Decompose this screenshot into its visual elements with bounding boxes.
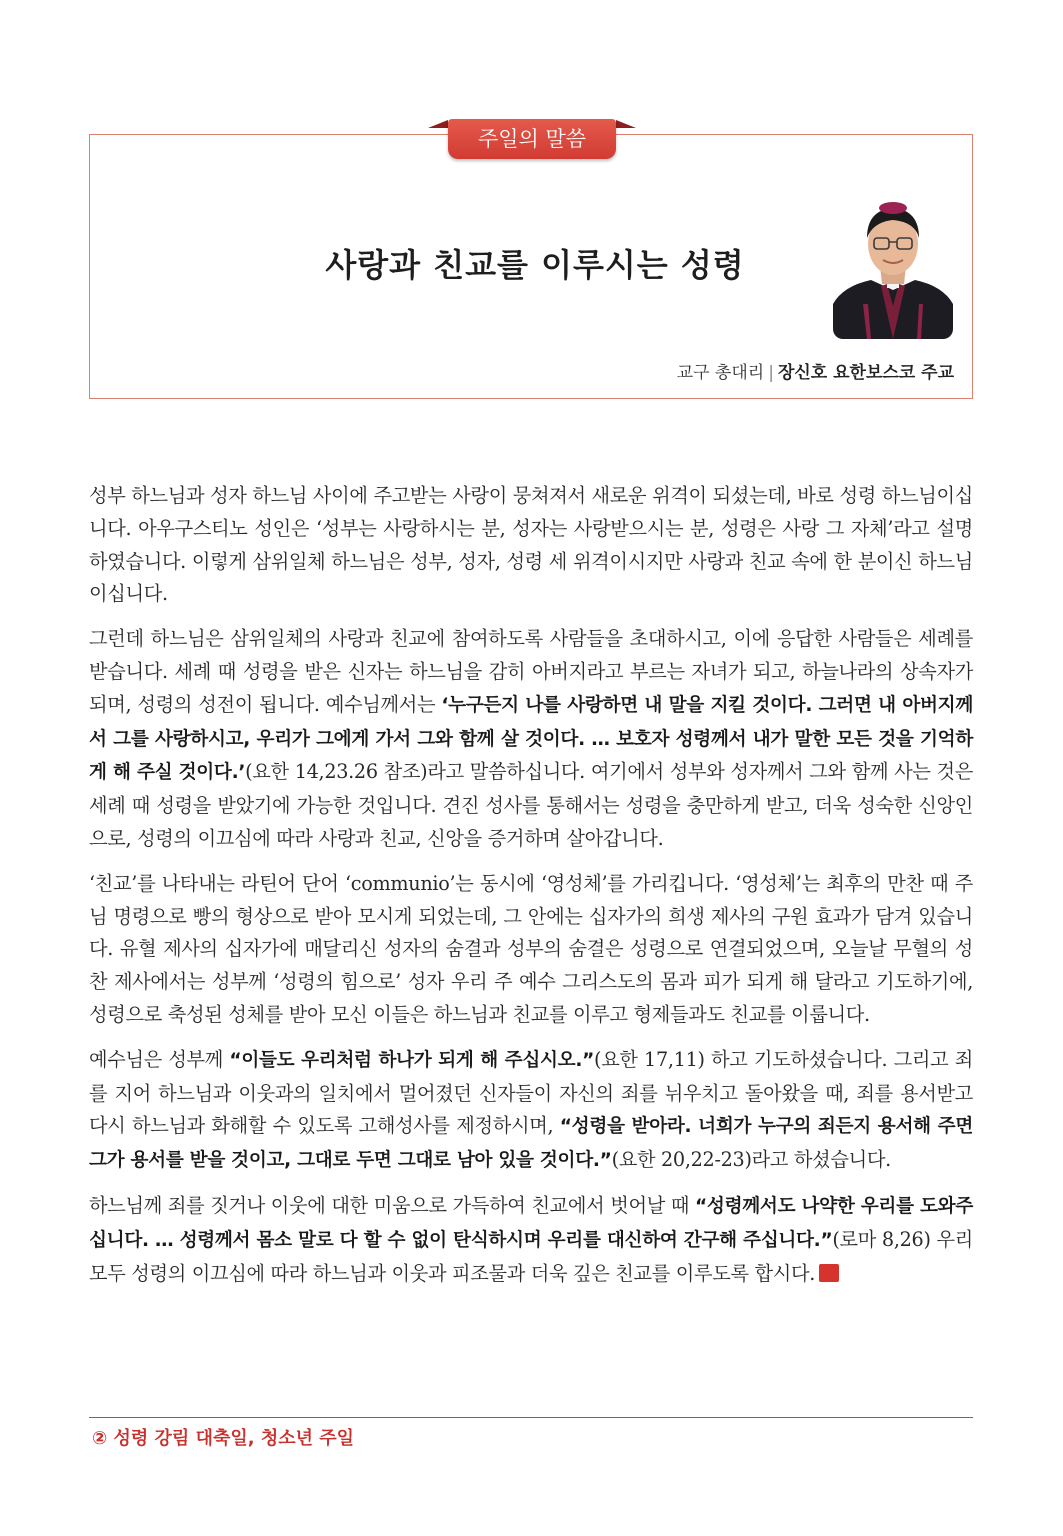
paragraph-1: 성부 하느님과 성자 하느님 사이에 주고받는 사랑이 뭉쳐져서 새로운 위격이 되셨는데, 바로 성령 하느님이십니다. 아우구스티노 성인은 ‘성부는 사랑하시는 분, 성자는 사랑받으시는 분, 성령은 사랑 그 자체’라고 설명하였습니다. 이렇게 삼위일체 하느님은 성부, 성자, 성령 세 위격이시지만 사랑과 친교 속에 한 분이신 하느님이십니다. [89, 484, 973, 606]
section-tab-label: 주일의 말씀 [448, 119, 616, 159]
article-title: 사랑과 친교를 이루시는 성령 [325, 246, 745, 284]
byline [677, 358, 954, 383]
paragraph-5-text-a: 하느님께 죄를 짓거나 이웃에 대한 미움으로 가득하여 친교에서 벗어날 때 [89, 1193, 696, 1217]
paragraph-4-quote-2: “성령을 받아라. 너희가 누구의 죄든지 용서해 주면 그가 용서를 받을 것이고, 그대로 두면 그대로 남아 있을 것이다.” [89, 1116, 973, 1172]
end-mark-icon [819, 1264, 839, 1282]
paragraph-4 [89, 1044, 973, 1178]
paragraph-2-text-a: 그런데 하느님은 삼위일체의 사랑과 친교에 참여하도록 사람들을 초대하시고, 이에 응답한 사람들은 세례를 받습니다. 세례 때 성령을 받은 신자는 하느님을 감히 아버지라고 부르는 자녀가 되고, 하늘나라의 상속자가 되며, 성령의 성전이 됩니다. 예수님께서는 [89, 627, 973, 716]
footer-divider [89, 1417, 973, 1418]
paragraph-3: ‘친교’를 나타내는 라틴어 단어 ‘communio’는 동시에 ‘영성체’를 가리킵니다. ‘영성체’는 최후의 만찬 때 주님 명령으로 빵의 형상으로 받아 모시게 되었는데, 그 안에는 십자가의 희생 제사의 구원 효과가 담겨 있습니다. 유혈 제사의 십자가에 매달리신 성자의 숨결과 성부의 숨결은 성령으로 연결되었으며, 오늘날 무혈의 성찬 제사에서는 성부께 ‘성령의 힘으로’ 성자 우리 주 예수 그리스도의 몸과 피가 되게 해 달라고 기도하기에, 성령으로 축성된 성체를 받아 모신 이들은 하느님과 친교를 이루고 형제들과도 친교를 이룹니다. [89, 871, 973, 1026]
paragraph-4-text-e: (요한 20,22-23)라고 하셨습니다. [611, 1148, 891, 1172]
paragraph-5-quote: “성령께서도 나약한 우리를 도와주십니다. … 성령께서 몸소 말로 다 할 수 없이 탄식하시며 우리를 대신하여 간구해 주십니다.” [89, 1195, 974, 1251]
paragraph-2 [89, 623, 973, 856]
paragraph-2-text-c: (요한 14,23.26 참조)라고 말씀하십니다. 여기에서 성부와 성자께서 그와 함께 사는 것은 세례 때 성령을 받았기에 가능한 것입니다. 견진 성사를 통해서는 성령을 충만하게 받고, 더욱 성숙한 신앙인으로, 성령의 이끄심에 따라 사랑과 친교, 신앙을 증거하며 살아갑니다. [89, 760, 973, 850]
paragraph-4-quote-1: “이들도 우리처럼 하나가 되게 해 주십시오.” [229, 1049, 595, 1071]
byline-separator: | [768, 363, 774, 383]
paragraph-4-text-c: (요한 17,11) 하고 기도하셨습니다. 그리고 죄를 지어 하느님과 이웃과의 일치에서 멀어졌던 신자들이 자신의 죄를 뉘우치고 돌아왔을 때, 죄를 용서받고 다시 하느님과 화해할 수 있도록 고해성사를 제정하시며, [89, 1047, 974, 1138]
tab-fold-left [428, 120, 448, 128]
paragraph-5 [89, 1190, 973, 1290]
tab-fold-right [616, 120, 636, 128]
paragraph-2-quote: ‘누구든지 나를 사랑하면 내 말을 지킬 것이다. 그러면 내 아버지께서 그를 사랑하시고, 우리가 그에게 가서 그와 함께 살 것이다. … 보호자 성령께서 내가 말한 모든 것을 기억하게 해 주실 것이다.’ [89, 694, 973, 784]
paragraph-5-text-c: (로마 8,26) 우리 모두 성령의 이끄심에 따라 하느님과 이웃과 피조물과 더욱 깊은 친교를 이루도록 합시다. [89, 1227, 973, 1285]
byline-name: 장신호 요한보스코 주교 [777, 363, 954, 383]
footer-caption: ② 성령 강림 대축일, 청소년 주일 [92, 1428, 355, 1449]
portrait-illustration [833, 186, 953, 339]
author-portrait [833, 186, 953, 339]
article-body [89, 480, 973, 1302]
byline-role: 교구 총대리 [676, 363, 765, 383]
section-tab [430, 115, 634, 161]
paragraph-4-text-a: 예수님은 성부께 [89, 1047, 230, 1071]
